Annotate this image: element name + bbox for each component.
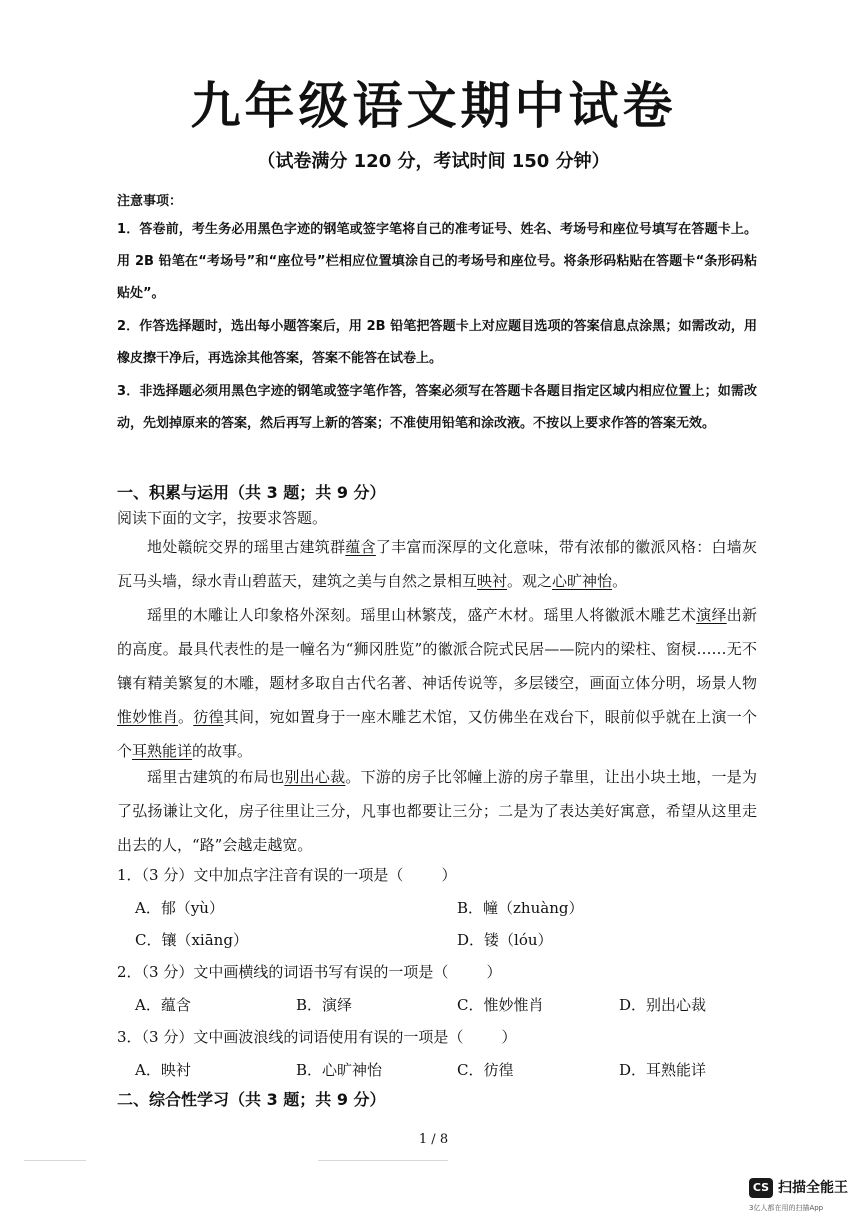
- p2-text-e: 的故事。: [192, 742, 253, 760]
- scanner-logo-icon: CS: [749, 1178, 773, 1198]
- underlined-word: 惟妙惟肖: [117, 708, 178, 726]
- p3-text-a: 瑶里古建筑的布局也: [147, 768, 285, 786]
- exam-title: 九年级语文期中试卷: [190, 77, 677, 135]
- page-number: 1 / 8: [418, 1132, 449, 1147]
- p1-text-a: 地处赣皖交界的瑶里古建筑群: [147, 538, 346, 556]
- section-2-heading: 二、综合性学习（共 3 题；共 9 分）: [117, 1090, 386, 1109]
- question-1-stem: 1．（3 分）文中加点字注音有误的一项是（ ）: [117, 866, 457, 884]
- question-3-stem: 3．（3 分）文中画波浪线的词语使用有误的一项是（ ）: [117, 1028, 517, 1046]
- underlined-word: 映衬: [477, 572, 508, 590]
- exam-subtitle: （试卷满分 120 分，考试时间 150 分钟）: [257, 151, 610, 172]
- note-item-3: 3．非选择题必须用黑色字迹的钢笔或签字笔作答，答案必须写在答题卡各题目指定区域内相应位置上；如需改动，先划掉原来的答案，然后再写上新的答案；不准使用铅笔和涂改液。不按以上要求作答的答案无效。: [117, 384, 757, 431]
- question-3-option-c: C．彷徨: [457, 1061, 514, 1079]
- question-2-option-b: B．演绎: [296, 996, 353, 1014]
- underlined-word: 彷徨: [193, 708, 224, 726]
- underlined-word: 演绎: [696, 606, 727, 624]
- question-2-stem: 2．（3 分）文中画横线的词语书写有误的一项是（ ）: [117, 963, 502, 981]
- note-item-1: 1．答卷前，考生务必用黑色字迹的钢笔或签字笔将自己的准考证号、姓名、考场号和座位号填写在答题卡上。用 2B 铅笔在“考场号”和“座位号”栏相应位置填涂自己的考场号和座位号。将条形码粘贴在答题卡“条形码粘贴处”。: [117, 222, 757, 301]
- underlined-word: 蕴含: [345, 538, 376, 556]
- footer-divider: [318, 1160, 448, 1161]
- passage-paragraph-3: [117, 760, 757, 862]
- scanner-brand: 扫描全能王: [778, 1180, 848, 1196]
- question-3-option-a: A．映衬: [135, 1061, 191, 1079]
- question-2-option-a: A．蕴含: [135, 996, 191, 1014]
- section-1-heading: 一、积累与运用（共 3 题；共 9 分）: [117, 483, 386, 502]
- question-2-option-c: C．惟妙惟肖: [457, 996, 544, 1014]
- passage-paragraph-1: [117, 530, 757, 598]
- scanner-tagline: 3亿人都在用的扫描App: [749, 1204, 824, 1212]
- question-1-option-c: C．镶（xiāng）: [135, 931, 248, 949]
- question-3-option-b: B．心旷神怡: [296, 1061, 383, 1079]
- p1-text-d: 。: [612, 572, 628, 590]
- question-3-option-d: D．耳熟能详: [619, 1061, 707, 1079]
- p1-text-b: 了丰富而深厚的文化意味，带有浓郁的徽派风格：白墙灰瓦马头墙，绿水青山碧蓝天，建筑之美与自然之景相互: [117, 538, 757, 590]
- underlined-word: 耳熟能详: [132, 742, 193, 760]
- question-2-option-d: D．别出心裁: [619, 996, 707, 1014]
- question-1-option-d: D．镂（lóu）: [457, 931, 553, 949]
- underlined-word: 别出心裁: [284, 768, 346, 786]
- question-1-option-a: A．郁（yù）: [135, 899, 224, 917]
- underlined-word: 心旷神怡: [552, 572, 613, 590]
- passage-paragraph-2: [117, 598, 757, 768]
- reading-instruction: 阅读下面的文字，按要求答题。: [117, 509, 328, 527]
- question-1-option-b: B．幢（zhuàng）: [457, 899, 584, 917]
- p3-text-b: 。下游的房子比邻幢上游的房子靠里，让出小块土地，一是为了弘扬谦让文化，房子往里让三分，凡事也都要让三分；二是为了表达美好寓意，希望从这里走出去的人，“路”会越走越宽。: [117, 768, 757, 854]
- notes-heading: 注意事项：: [117, 194, 183, 209]
- p2-text-a: 瑶里的木雕让人印象格外深刻。瑶里山林繁茂，盛产木材。瑶里人将徽派木雕艺术: [147, 606, 697, 624]
- note-item-2: 2．作答选择题时，选出每小题答案后，用 2B 铅笔把答题卡上对应题目选项的答案信息点涂黑；如需改动，用橡皮擦干净后，再选涂其他答案，答案不能答在试卷上。: [117, 319, 757, 366]
- p2-text-d: 其间，宛如置身于一座木雕艺术馆，又仿佛坐在戏台下，眼前似乎就在上演一个个: [117, 708, 757, 760]
- p2-text-c: 。: [177, 708, 194, 726]
- p1-text-c: 。观之: [507, 572, 553, 590]
- p2-text-b: 出新的高度。最具代表性的是一幢名为“狮冈胜览”的徽派合院式民居——院内的梁柱、窗棂……无不镶有精美繁复的木雕，题材多取自古代名著、神话传说等，多层镂空，画面立体分明，场景人物: [117, 606, 757, 692]
- footer-divider: [24, 1160, 86, 1161]
